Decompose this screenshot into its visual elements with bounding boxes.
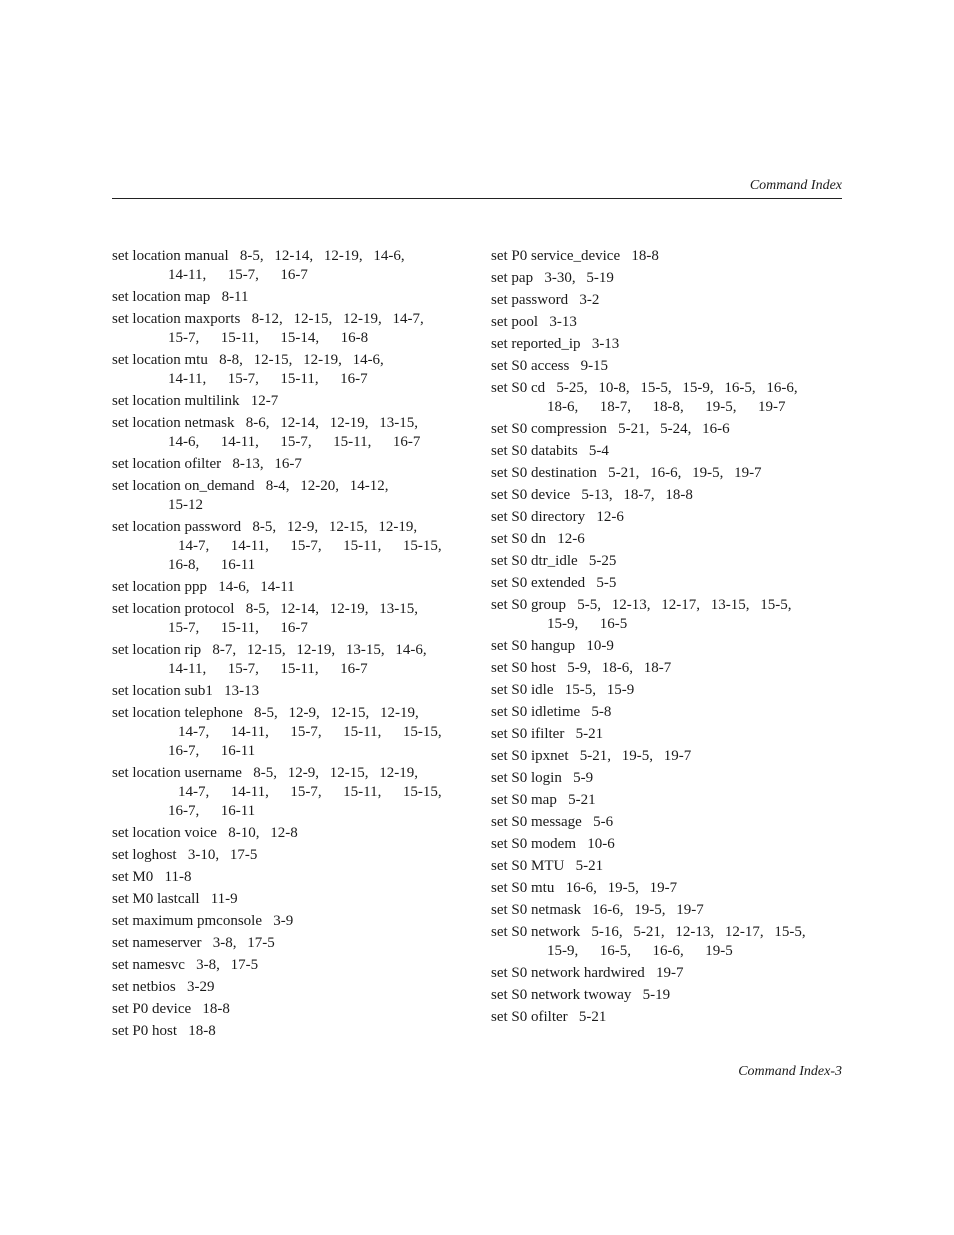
index-page-refs: 3-29 <box>187 979 215 995</box>
index-entry <box>112 477 472 515</box>
index-term: set S0 group <box>491 597 566 613</box>
index-entry <box>491 574 847 593</box>
index-entry <box>112 455 472 474</box>
index-entry <box>491 923 847 961</box>
index-entry <box>491 379 847 417</box>
index-term: set S0 compression <box>491 421 607 437</box>
index-page-refs: 15-5, 15-9 <box>564 682 635 698</box>
index-term: set S0 netmask <box>491 902 581 918</box>
index-page-refs: 5-21, 19-5, 19-7 <box>579 748 692 764</box>
index-entry <box>491 335 847 354</box>
index-term: set S0 device <box>491 487 571 503</box>
index-page-refs: 8-8, 12-15, 12-19, 14-6, <box>219 352 384 368</box>
index-page-refs-continued: 16-7, 16-11 <box>168 743 256 759</box>
index-entry <box>112 934 472 953</box>
index-term: set location netmask <box>112 415 235 431</box>
index-page-refs: 3-8, 17-5 <box>212 935 275 951</box>
index-term: set S0 message <box>491 814 582 830</box>
index-entry <box>112 846 472 865</box>
index-page-refs-continued: 14-6, 14-11, 15-7, 15-11, 16-7 <box>168 434 421 450</box>
index-entry <box>491 596 847 634</box>
index-entry <box>491 835 847 854</box>
index-entry <box>112 578 472 597</box>
index-term: set location ppp <box>112 579 207 595</box>
index-term: set S0 cd <box>491 380 546 396</box>
index-page-refs: 5-19 <box>642 987 671 1003</box>
index-page-refs: 8-5, 12-14, 12-19, 14-6, <box>239 248 405 264</box>
index-page-refs: 16-6, 19-5, 19-7 <box>592 902 704 918</box>
index-page-refs: 3-13 <box>591 336 620 352</box>
index-page-refs: 13-13 <box>224 683 260 699</box>
index-term: set location voice <box>112 825 217 841</box>
index-page-refs: 8-6, 12-14, 12-19, 13-15, <box>245 415 418 431</box>
index-term: set location map <box>112 289 211 305</box>
index-page-refs: 3-8, 17-5 <box>196 957 259 973</box>
index-page-refs: 5-5, 12-13, 12-17, 13-15, 15-5, <box>577 597 792 613</box>
index-page-refs: 5-21 <box>578 1009 607 1025</box>
index-page-refs-continued: 14-11, 15-7, 15-11, 16-7 <box>168 371 368 387</box>
index-term: set P0 host <box>112 1023 178 1039</box>
index-entry <box>112 351 472 389</box>
index-page-refs-continued: 15-9, 16-5 <box>547 616 628 632</box>
index-term: set location manual <box>112 248 229 264</box>
page-number-footer: Command Index-3 <box>738 1064 842 1079</box>
index-entry <box>112 414 472 452</box>
index-page-refs-continued: 14-11, 15-7, 16-7 <box>168 267 308 283</box>
index-term: set location on_demand <box>112 478 255 494</box>
index-entry <box>491 769 847 788</box>
index-page-refs: 5-21 <box>575 726 604 742</box>
index-entry <box>112 868 472 887</box>
index-page-refs-continued: 16-7, 16-11 <box>168 803 256 819</box>
index-term: set S0 destination <box>491 465 597 481</box>
index-page-refs-continued: 15-9, 16-5, 16-6, 19-5 <box>547 943 733 959</box>
index-page-refs-continued: 15-7, 15-11, 16-7 <box>168 620 308 636</box>
index-page-refs: 11-9 <box>210 891 238 907</box>
index-entry <box>491 291 847 310</box>
index-term: set S0 ofilter <box>491 1009 568 1025</box>
index-entry <box>491 1008 847 1027</box>
index-entry <box>112 956 472 975</box>
index-page-refs: 5-21 <box>575 858 604 874</box>
index-entry <box>491 530 847 549</box>
index-page-refs: 8-5, 12-9, 12-15, 12-19, <box>254 705 419 721</box>
index-page-refs: 3-10, 17-5 <box>187 847 258 863</box>
index-page-refs: 3-2 <box>579 292 600 308</box>
index-term: set M0 lastcall <box>112 891 200 907</box>
index-entry <box>112 704 472 761</box>
index-entry <box>112 682 472 701</box>
index-page-refs: 5-21, 5-24, 16-6 <box>618 421 730 437</box>
index-term: set maximum pmconsole <box>112 913 262 929</box>
index-term: set S0 directory <box>491 509 586 525</box>
index-entry <box>112 600 472 638</box>
index-entry <box>112 1022 472 1041</box>
index-term: set location maxports <box>112 311 241 327</box>
index-entry <box>112 247 472 285</box>
index-page-refs-continued: 18-6, 18-7, 18-8, 19-5, 19-7 <box>547 399 786 415</box>
index-page-refs: 8-10, 12-8 <box>228 825 298 841</box>
index-term: set location sub1 <box>112 683 213 699</box>
index-term: set S0 access <box>491 358 570 374</box>
index-page-refs: 11-8 <box>164 869 192 885</box>
index-entry <box>491 269 847 288</box>
index-entry <box>112 978 472 997</box>
index-page-refs: 14-6, 14-11 <box>218 579 295 595</box>
index-page-refs: 3-9 <box>273 913 294 929</box>
index-page-refs: 5-4 <box>588 443 609 459</box>
index-term: set M0 <box>112 869 154 885</box>
index-term: set S0 databits <box>491 443 578 459</box>
index-page-refs: 10-6 <box>587 836 615 852</box>
index-page-refs: 18-8 <box>202 1001 230 1017</box>
index-page-refs-continued: 14-11, 15-7, 15-11, 16-7 <box>168 661 368 677</box>
index-term: set loghost <box>112 847 177 863</box>
index-entry <box>491 791 847 810</box>
index-column-right <box>491 247 847 1030</box>
index-page-refs: 8-7, 12-15, 12-19, 13-15, 14-6, <box>212 642 427 658</box>
index-entry <box>112 824 472 843</box>
header-title: Command Index <box>749 178 842 193</box>
index-entry <box>491 486 847 505</box>
index-term: set location username <box>112 765 242 781</box>
index-term: set S0 host <box>491 660 557 676</box>
index-term: set location rip <box>112 642 202 658</box>
index-page-refs: 8-5, 12-14, 12-19, 13-15, <box>245 601 418 617</box>
index-term: set S0 network twoway <box>491 987 632 1003</box>
index-entry <box>491 703 847 722</box>
index-entry <box>491 681 847 700</box>
index-page-refs: 9-15 <box>580 358 609 374</box>
index-page-refs: 8-5, 12-9, 12-15, 12-19, <box>253 765 418 781</box>
index-term: set S0 modem <box>491 836 576 852</box>
index-entry <box>112 392 472 411</box>
index-term: set S0 MTU <box>491 858 565 874</box>
index-entry <box>491 464 847 483</box>
index-entry <box>491 813 847 832</box>
index-page-refs: 8-4, 12-20, 14-12, <box>265 478 389 494</box>
index-entry <box>491 637 847 656</box>
index-page-refs-continued: 14-7, 14-11, 15-7, 15-11, 15-15, <box>178 724 442 740</box>
index-entry <box>491 247 847 266</box>
index-page-refs: 12-6 <box>557 531 585 547</box>
index-entry <box>112 1000 472 1019</box>
index-page-refs-continued: 14-7, 14-11, 15-7, 15-11, 15-15, <box>178 784 442 800</box>
index-page-refs: 8-12, 12-15, 12-19, 14-7, <box>251 311 424 327</box>
index-entry <box>491 508 847 527</box>
index-page-refs: 18-8 <box>188 1023 216 1039</box>
index-page-refs: 5-13, 18-7, 18-8 <box>581 487 693 503</box>
index-page-refs: 5-25 <box>588 553 617 569</box>
index-term: set P0 device <box>112 1001 192 1017</box>
index-entry <box>491 357 847 376</box>
index-entry <box>491 725 847 744</box>
index-entry <box>491 901 847 920</box>
index-term: set pap <box>491 270 534 286</box>
index-page-refs: 16-6, 19-5, 19-7 <box>565 880 678 896</box>
index-term: set S0 dn <box>491 531 547 547</box>
index-page-refs: 3-13 <box>549 314 577 330</box>
index-page-refs: 5-21, 16-6, 19-5, 19-7 <box>608 465 762 481</box>
index-entry <box>491 857 847 876</box>
index-term: set location mtu <box>112 352 208 368</box>
index-term: set S0 ifilter <box>491 726 565 742</box>
index-page-refs-continued: 16-8, 16-11 <box>168 557 256 573</box>
index-entry <box>112 518 472 575</box>
index-term: set S0 ipxnet <box>491 748 569 764</box>
index-entry <box>112 288 472 307</box>
index-term: set pool <box>491 314 539 330</box>
index-term: set location telephone <box>112 705 243 721</box>
index-term: set S0 mtu <box>491 880 555 896</box>
running-header <box>112 176 842 199</box>
index-term: set netbios <box>112 979 176 995</box>
index-page-refs-continued: 15-12 <box>168 497 203 513</box>
index-term: set nameserver <box>112 935 202 951</box>
index-column-left <box>112 247 472 1044</box>
index-term: set S0 network <box>491 924 581 940</box>
index-entry <box>491 420 847 439</box>
index-entry <box>112 764 472 821</box>
index-page-refs: 8-13, 16-7 <box>232 456 302 472</box>
index-page-refs-continued: 15-7, 15-11, 15-14, 16-8 <box>168 330 369 346</box>
index-page-refs: 5-8 <box>591 704 612 720</box>
index-page-refs: 19-7 <box>655 965 684 981</box>
index-entry <box>491 659 847 678</box>
index-term: set namesvc <box>112 957 185 973</box>
index-entry <box>491 313 847 332</box>
index-term: set S0 map <box>491 792 557 808</box>
index-term: set reported_ip <box>491 336 581 352</box>
index-page-refs: 18-8 <box>631 248 659 264</box>
index-term: set S0 extended <box>491 575 586 591</box>
index-page-refs: 5-9, 18-6, 18-7 <box>567 660 672 676</box>
index-term: set S0 idletime <box>491 704 581 720</box>
index-page-refs: 5-9 <box>573 770 594 786</box>
index-term: set location multilink <box>112 393 240 409</box>
index-term: set S0 network hardwired <box>491 965 645 981</box>
index-entry <box>491 552 847 571</box>
index-page-refs: 10-9 <box>586 638 614 654</box>
index-term: set S0 dtr_idle <box>491 553 578 569</box>
index-entry <box>491 986 847 1005</box>
index-page-refs: 8-5, 12-9, 12-15, 12-19, <box>252 519 418 535</box>
index-entry <box>491 747 847 766</box>
index-entry <box>491 442 847 461</box>
index-page-refs: 5-6 <box>593 814 614 830</box>
index-entry <box>491 879 847 898</box>
index-term: set password <box>491 292 569 308</box>
index-term: set location ofilter <box>112 456 222 472</box>
index-page-refs: 5-16, 5-21, 12-13, 12-17, 15-5, <box>591 924 806 940</box>
index-page-refs: 3-30, 5-19 <box>544 270 614 286</box>
index-term: set location protocol <box>112 601 235 617</box>
index-page-refs: 5-21 <box>568 792 596 808</box>
index-entry <box>112 912 472 931</box>
index-page-refs-continued: 14-7, 14-11, 15-7, 15-11, 15-15, <box>178 538 442 554</box>
index-term: set P0 service_device <box>491 248 621 264</box>
index-page-refs: 12-6 <box>596 509 624 525</box>
index-page-refs: 5-25, 10-8, 15-5, 15-9, 16-5, 16-6, <box>556 380 798 396</box>
index-term: set S0 hangup <box>491 638 576 654</box>
index-term: set S0 idle <box>491 682 554 698</box>
index-page-refs: 5-5 <box>596 575 617 591</box>
index-term: set S0 login <box>491 770 562 786</box>
index-page-refs: 12-7 <box>250 393 279 409</box>
index-entry <box>112 641 472 679</box>
index-entry <box>491 964 847 983</box>
index-entry <box>112 890 472 909</box>
index-entry <box>112 310 472 348</box>
index-term: set location password <box>112 519 242 535</box>
index-page-refs: 8-11 <box>221 289 249 305</box>
